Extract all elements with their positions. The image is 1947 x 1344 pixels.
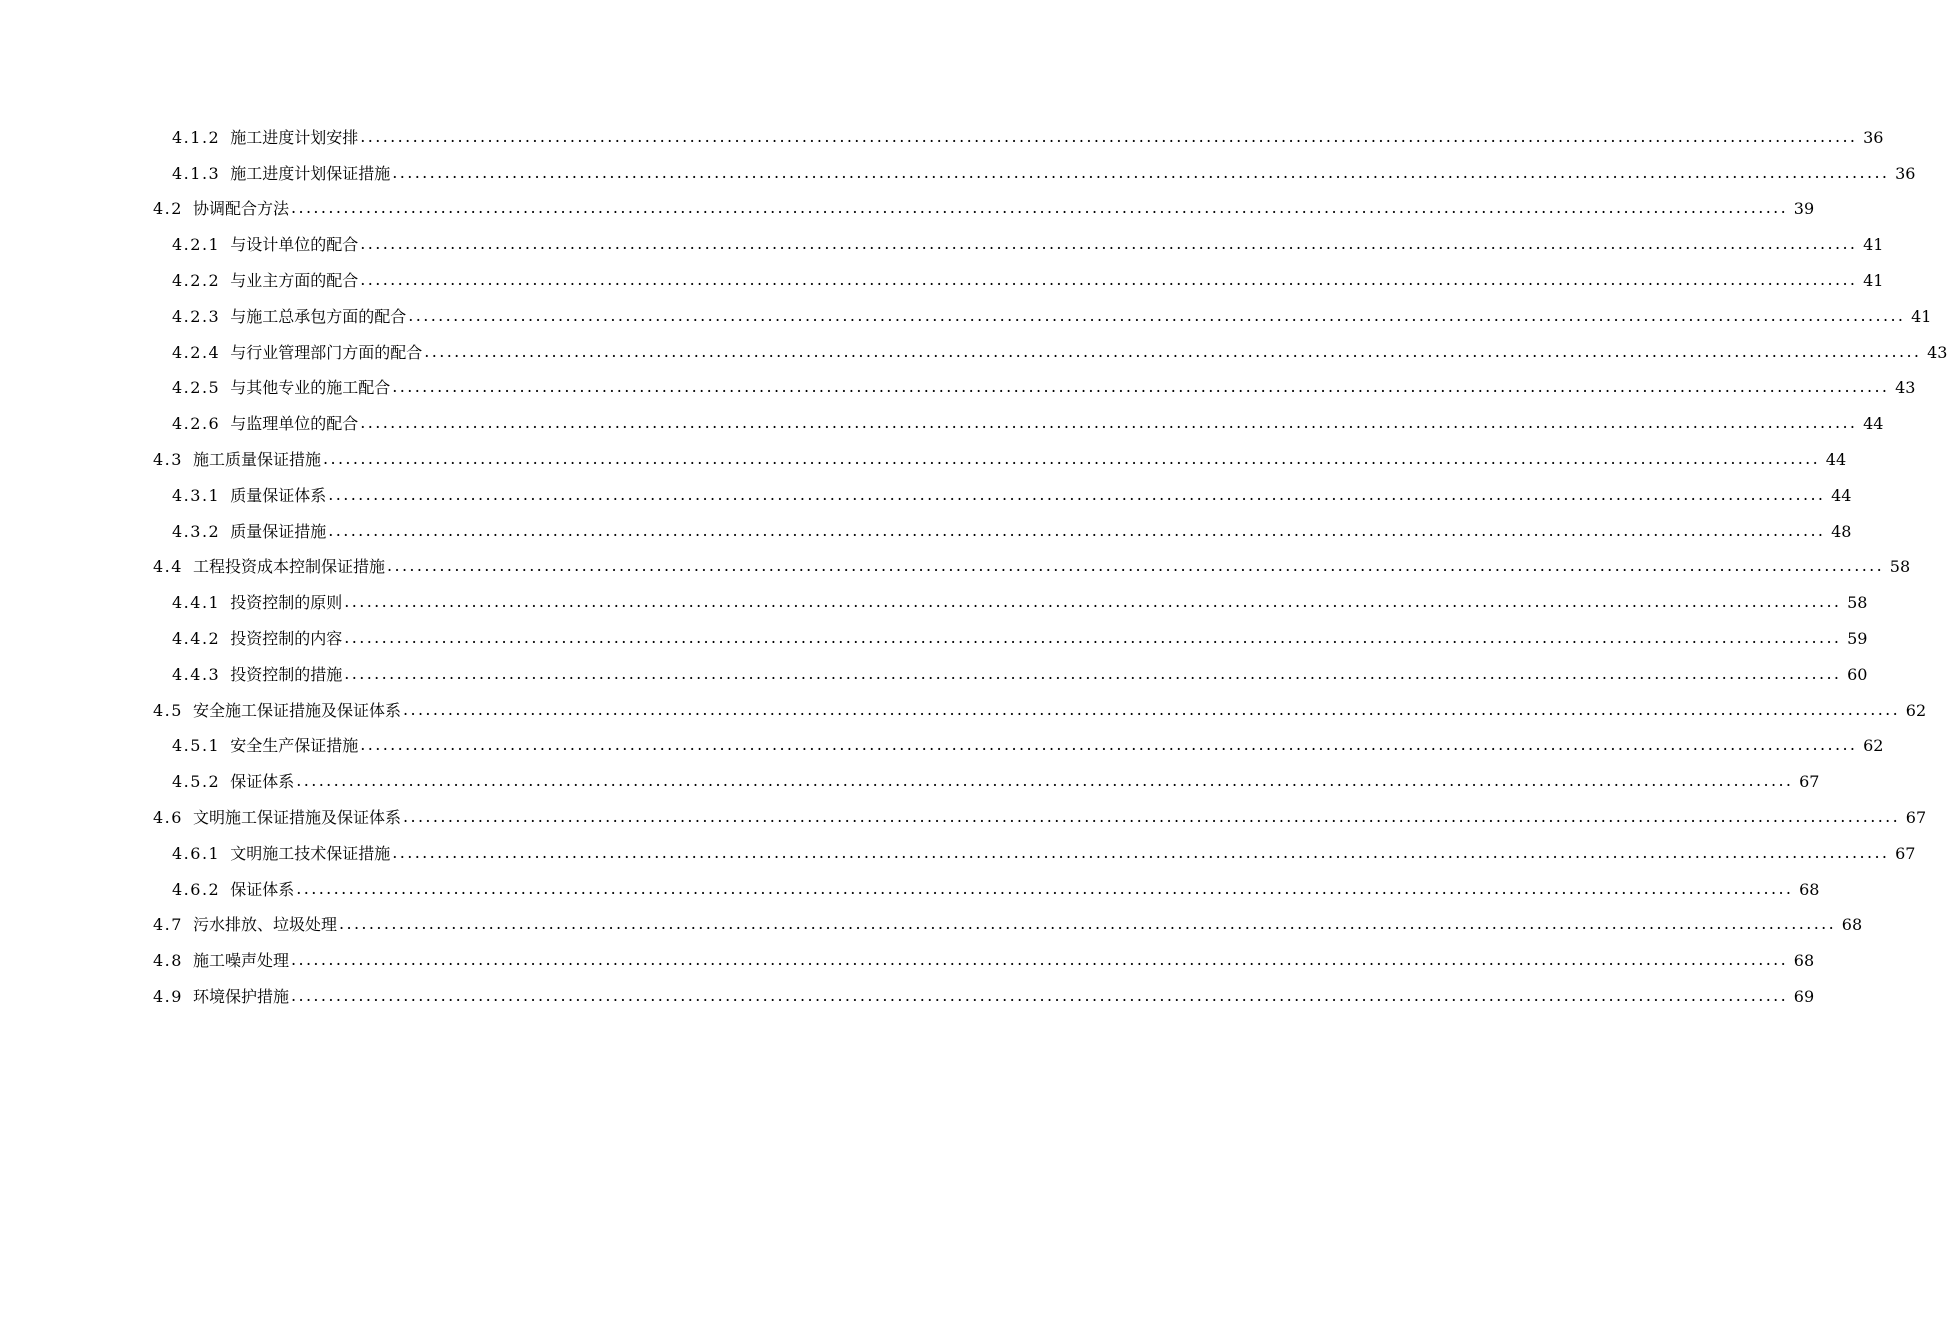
toc-entry-heading: [172, 772, 294, 792]
toc-dot-leader: ........................................................................................................................................................................................................: [328, 520, 1826, 540]
toc-entry[interactable]: [0, 585, 1868, 621]
toc-entry-heading: [153, 450, 321, 470]
toc-entry-title: 与监理单位的配合: [230, 414, 359, 434]
toc-entry-number: 4.2.1: [172, 235, 221, 255]
toc-entry[interactable]: [0, 800, 1927, 836]
toc-entry-title: 投资控制的措施: [230, 664, 343, 684]
toc-entry-title: 工程投资成本控制保证措施: [192, 557, 385, 577]
toc-entry-heading: [153, 199, 289, 219]
toc-dot-leader: ........................................................................................................................................................................................................: [386, 556, 1885, 576]
toc-dot-leader: ........................................................................................................................................................................................................: [360, 735, 1858, 755]
toc-dot-leader: ........................................................................................................................................................................................................: [402, 807, 1901, 827]
toc-entry-page-number: 58: [1889, 557, 1911, 577]
toc-entry-heading: [172, 665, 342, 685]
toc-entry[interactable]: [0, 943, 1815, 979]
toc-dot-leader: ........................................................................................................................................................................................................: [392, 162, 1890, 182]
toc-dot-leader: ........................................................................................................................................................................................................: [360, 413, 1858, 433]
toc-dot-leader: ........................................................................................................................................................................................................: [344, 628, 1842, 648]
toc-entry-heading: [172, 522, 326, 542]
toc-entry-number: 4.2: [153, 199, 183, 219]
toc-entry-heading: [172, 271, 358, 291]
toc-entry[interactable]: [0, 156, 1916, 192]
toc-entry-number: 4.5: [153, 700, 183, 720]
toc-dot-leader: ........................................................................................................................................................................................................: [328, 484, 1826, 504]
toc-entry-number: 4.6.1: [172, 843, 221, 863]
toc-entry[interactable]: [0, 693, 1927, 729]
toc-entry-number: 4.8: [153, 951, 183, 971]
toc-entry-title: 施工质量保证措施: [192, 450, 321, 470]
toc-entry[interactable]: [0, 335, 1947, 371]
toc-entry[interactable]: [0, 908, 1863, 944]
toc-entry-number: 4.5.1: [172, 736, 221, 756]
toc-entry-number: 4.4.2: [172, 629, 221, 649]
toc-entry-heading: [172, 128, 358, 148]
toc-entry-page-number: 44: [1863, 414, 1884, 434]
toc-entry-title: 与其他专业的施工配合: [230, 378, 391, 398]
toc-entry[interactable]: [0, 979, 1815, 1015]
toc-entry-heading: [172, 235, 358, 255]
toc-entry[interactable]: [0, 621, 1868, 657]
toc-entry[interactable]: [0, 371, 1916, 407]
toc-entry-title: 与业主方面的配合: [230, 271, 359, 291]
toc-entry-heading: [172, 307, 406, 327]
toc-entry-heading: [172, 486, 326, 506]
toc-entry-heading: [172, 736, 358, 756]
toc-entry[interactable]: [0, 406, 1884, 442]
toc-entry[interactable]: [0, 764, 1820, 800]
toc-entry-page-number: 67: [1905, 808, 1927, 828]
toc-dot-leader: ........................................................................................................................................................................................................: [290, 986, 1789, 1006]
toc-dot-leader: ........................................................................................................................................................................................................: [290, 198, 1789, 218]
toc-entry-number: 4.3.1: [172, 485, 221, 505]
toc-entry-number: 4.6.2: [172, 879, 221, 899]
toc-entry-page-number: 58: [1847, 593, 1868, 613]
toc-entry-number: 4.6: [153, 808, 183, 828]
toc-dot-leader: ........................................................................................................................................................................................................: [392, 377, 1890, 397]
toc-entry[interactable]: [0, 514, 1852, 550]
toc-dot-leader: ........................................................................................................................................................................................................: [344, 592, 1842, 612]
toc-entry-page-number: 59: [1847, 629, 1868, 649]
toc-entry-title: 安全生产保证措施: [230, 736, 359, 756]
toc-entry-page-number: 69: [1793, 987, 1815, 1007]
toc-entry-number: 4.2.4: [172, 342, 221, 362]
toc-entry-page-number: 48: [1831, 521, 1852, 541]
toc-dot-leader: ........................................................................................................................................................................................................: [408, 305, 1906, 325]
toc-entry-heading: [153, 915, 337, 935]
toc-entry-number: 4.1.3: [172, 163, 221, 183]
toc-entry[interactable]: [0, 263, 1884, 299]
toc-entry-page-number: 67: [1895, 843, 1916, 863]
toc-entry-heading: [172, 414, 358, 434]
toc-entry-number: 4.3: [153, 450, 183, 470]
toc-dot-leader: ........................................................................................................................................................................................................: [392, 842, 1890, 862]
toc-entry-heading: [153, 987, 289, 1007]
toc-entry[interactable]: [0, 478, 1852, 514]
toc-entry-title: 环境保护措施: [192, 987, 289, 1007]
toc-entry-number: 4.4: [153, 557, 183, 577]
toc-entry-heading: [172, 880, 294, 900]
toc-dot-leader: ........................................................................................................................................................................................................: [360, 126, 1858, 146]
toc-entry-page-number: 41: [1863, 271, 1884, 291]
toc-entry-title: 与设计单位的配合: [230, 235, 359, 255]
toc-entry[interactable]: [0, 550, 1911, 586]
toc-entry-number: 4.2.5: [172, 378, 221, 398]
toc-entry-title: 污水排放、垃圾处理: [192, 915, 337, 935]
toc-entry-page-number: 39: [1793, 199, 1815, 219]
toc-entry[interactable]: [0, 299, 1932, 335]
toc-entry-title: 与行业管理部门方面的配合: [230, 342, 423, 362]
toc-entry-number: 4.4.3: [172, 664, 221, 684]
toc-entry-heading: [172, 844, 390, 864]
toc-entry-heading: [172, 343, 422, 363]
toc-dot-leader: ........................................................................................................................................................................................................: [338, 914, 1837, 934]
toc-entry-page-number: 68: [1793, 951, 1815, 971]
toc-dot-leader: ........................................................................................................................................................................................................: [322, 449, 1821, 469]
toc-entry-number: 4.7: [153, 915, 183, 935]
toc-entry[interactable]: [0, 192, 1815, 228]
toc-entry-title: 与施工总承包方面的配合: [230, 306, 407, 326]
toc-entry-number: 4.4.1: [172, 593, 221, 613]
toc-entry-title: 协调配合方法: [192, 199, 289, 219]
toc-entry-heading: [172, 164, 390, 184]
toc-dot-leader: ........................................................................................................................................................................................................: [424, 341, 1922, 361]
toc-entry-page-number: 43: [1927, 342, 1947, 362]
toc-entry-page-number: 44: [1831, 485, 1852, 505]
toc-entry-number: 4.3.2: [172, 521, 221, 541]
toc-entry-page-number: 43: [1895, 378, 1916, 398]
toc-entry[interactable]: [0, 120, 1884, 156]
toc-entry-page-number: 68: [1799, 879, 1820, 899]
toc-entry[interactable]: [0, 872, 1820, 908]
toc-entry-title: 文明施工保证措施及保证体系: [192, 808, 401, 828]
toc-entry-title: 质量保证措施: [230, 521, 327, 541]
toc-entry-heading: [153, 808, 401, 828]
toc-entry[interactable]: [0, 227, 1884, 263]
toc-dot-leader: ........................................................................................................................................................................................................: [344, 663, 1842, 683]
toc-dot-leader: ........................................................................................................................................................................................................: [402, 699, 1901, 719]
toc-entry-page-number: 67: [1799, 772, 1820, 792]
toc-dot-leader: ........................................................................................................................................................................................................: [290, 950, 1789, 970]
toc-entry-heading: [172, 378, 390, 398]
toc-entry-title: 施工噪声处理: [192, 951, 289, 971]
toc-entry-number: 4.2.2: [172, 271, 221, 291]
toc-dot-leader: ........................................................................................................................................................................................................: [360, 234, 1858, 254]
toc-entry-page-number: 68: [1841, 915, 1863, 935]
toc-entry-page-number: 44: [1825, 450, 1847, 470]
toc-entry[interactable]: [0, 442, 1847, 478]
toc-entry-title: 投资控制的内容: [230, 629, 343, 649]
toc-entry-title: 质量保证体系: [230, 485, 327, 505]
toc-entry-number: 4.2.3: [172, 306, 221, 326]
table-of-contents: [0, 120, 1947, 1015]
toc-dot-leader: ........................................................................................................................................................................................................: [296, 771, 1794, 791]
toc-entry-page-number: 36: [1863, 127, 1884, 147]
toc-entry-title: 投资控制的原则: [230, 593, 343, 613]
toc-entry-page-number: 36: [1895, 163, 1916, 183]
toc-entry-number: 4.9: [153, 987, 183, 1007]
toc-entry-title: 保证体系: [230, 879, 295, 899]
toc-entry-page-number: 41: [1863, 235, 1884, 255]
toc-entry-page-number: 62: [1905, 700, 1927, 720]
toc-entry-heading: [153, 557, 385, 577]
toc-entry-heading: [172, 593, 342, 613]
toc-entry-title: 保证体系: [230, 772, 295, 792]
toc-entry-title: 安全施工保证措施及保证体系: [192, 700, 401, 720]
toc-entry-heading: [153, 951, 289, 971]
toc-entry-number: 4.1.2: [172, 127, 221, 147]
toc-entry-title: 施工进度计划安排: [230, 127, 359, 147]
toc-entry-heading: [153, 701, 401, 721]
toc-entry[interactable]: [0, 836, 1916, 872]
toc-dot-leader: ........................................................................................................................................................................................................: [296, 878, 1794, 898]
toc-entry-page-number: 41: [1911, 306, 1932, 326]
toc-entry[interactable]: [0, 657, 1868, 693]
toc-entry-page-number: 62: [1863, 736, 1884, 756]
toc-entry-number: 4.5.2: [172, 772, 221, 792]
toc-entry-heading: [172, 629, 342, 649]
toc-entry-title: 施工进度计划保证措施: [230, 163, 391, 183]
toc-dot-leader: ........................................................................................................................................................................................................: [360, 270, 1858, 290]
toc-entry-number: 4.2.6: [172, 414, 221, 434]
toc-entry-page-number: 60: [1847, 664, 1868, 684]
toc-entry-title: 文明施工技术保证措施: [230, 843, 391, 863]
toc-entry[interactable]: [0, 729, 1884, 765]
